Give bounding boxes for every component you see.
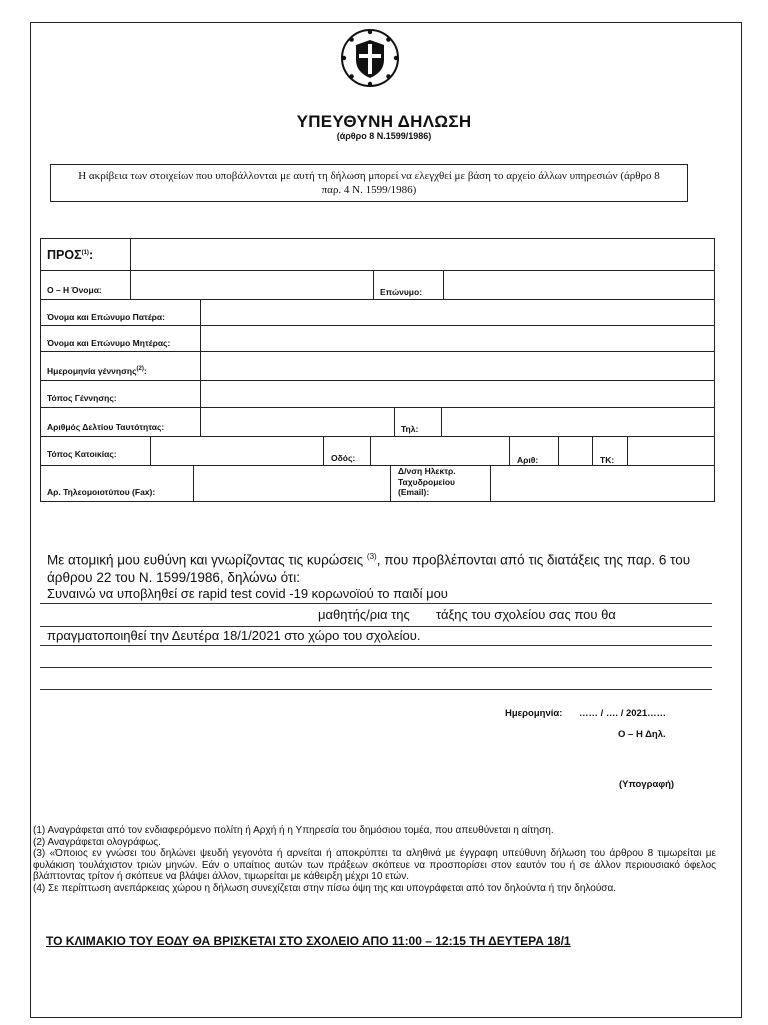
number-label: Αριθ: [517, 455, 539, 465]
declaration-line-1 [40, 603, 712, 604]
residence-label: Τόπος Κατοικίας: [47, 449, 117, 459]
footnotes [33, 825, 716, 895]
street-label: Οδός: [331, 453, 356, 463]
phone-label: Τηλ: [401, 424, 419, 434]
birth-date-label: Ημερομηνία γέννησης$^{(2)}$: [47, 366, 147, 376]
email-label-line3: (Email): [398, 487, 430, 497]
residence-field[interactable] [150, 436, 324, 466]
mother-field[interactable] [200, 325, 715, 352]
email-label-line1: Δ/νση Ηλεκτρ. [398, 466, 456, 476]
declaration-line-3 [40, 645, 712, 646]
declaration-line-2 [40, 626, 712, 627]
father-field[interactable] [200, 299, 715, 326]
document-title: ΥΠΕΥΘΥΝΗ ΔΗΛΩΣΗ [296, 112, 472, 131]
recipient-field[interactable] [130, 238, 715, 271]
declaration-text-line1: Συναινώ να υποβληθεί σε rapid test covid -19 κορωνοϊού το παιδί μου [47, 586, 448, 601]
declaration-text-line3: πραγματοποιηθεί την Δευτέρα 18/1/2021 στο χώρο του σχολείου. [47, 628, 421, 643]
signature-label: (Υπογραφή) [619, 779, 675, 790]
number-field[interactable] [558, 436, 593, 466]
email-field[interactable] [490, 465, 715, 502]
postal-code-label: ΤΚ: [600, 455, 615, 465]
declaration-line-4 [40, 667, 712, 668]
father-label: Όνομα και Επώνυμο Πατέρα: [47, 312, 165, 322]
mother-label: Όνομα και Επώνυμο Μητέρας: [47, 338, 171, 348]
id-number-label: Αριθμός Δελτίου Ταυτότητας: [47, 422, 165, 432]
footnote-2: (2) Αναγράφεται ολογράφως. [33, 836, 161, 848]
date-label: Ημερομηνία: [505, 708, 563, 719]
postal-code-field[interactable] [627, 436, 715, 466]
id-number-field[interactable] [200, 407, 395, 437]
footnote-3: (3) «Όποιος εν γνώσει του δηλώνει ψευδή γεγονότα ή αρνείται ή αποκρύπτει τα αληθινά με έγγραφη υπεύθυνη δήλωση του άρθρου 8 τιμωρείται με φυλάκιση τουλάχιστον τριών μηνών. Εάν ο υπαίτιος αυτών των πράξεων σκόπευε να προσπορίσει στον εαυτόν του ή σε άλλον περιουσιακό όφελος βλάπτοντας τρίτον ή σκόπευε να βλάψει άλλον, τιμωρείται με κάθειρξη μέχρι 10 ετών. [33, 848, 716, 883]
footnote-4: (4) Σε περίπτωση ανεπάρκειας χώρου η δήλωση συνεχίζεται στην πίσω όψη της και υπογράφεται από τον δηλούντα ή την δηλούσα. [33, 882, 617, 894]
document-subtitle: (άρθρο 8 Ν.1599/1986) [336, 131, 432, 141]
birth-place-label: Τόπος Γέννησης: [47, 393, 117, 403]
accuracy-notice: Η ακρίβεια των στοιχείων που υποβάλλονται με αυτή τη δήλωση μπορεί να ελεγχθεί με βάση το αρχείο άλλων υπηρεσιών (άρθρο 8 παρ. 4 Ν. 1599/1986) [50, 164, 688, 202]
surname-label: Επώνυμο: [380, 287, 423, 297]
email-label-line2: Ταχυδρομείου [398, 476, 455, 487]
first-name-label: Ο – Η Όνομα: [47, 285, 102, 295]
first-name-field[interactable] [130, 270, 374, 300]
eody-schedule-notice: ΤΟ ΚΛΙΜΑΚΙΟ ΤΟΥ ΕΟΔΥ ΘΑ ΒΡΙΣΚΕΤΑΙ ΣΤΟ ΣΧΟΛΕΙΟ ΑΠΟ 11:00 – 12:15 ΤΗ ΔΕΥΤΕΡΑ 18/1 [46, 934, 571, 948]
surname-field[interactable] [443, 270, 715, 300]
greek-coat-of-arms-emblem [340, 28, 400, 88]
declarant-label: Ο – Η Δηλ. [618, 729, 666, 740]
declaration-text-line2a: μαθητής/ρια της [318, 607, 410, 622]
fax-label: Αρ. Τηλεομοιοτύπου (Fax): [47, 487, 156, 497]
date-value[interactable]: …… / …. / 2021…… [579, 708, 667, 719]
declaration-line-5 [40, 689, 712, 690]
birth-date-field[interactable] [200, 351, 715, 381]
declaration-text-line2b: τάξης του σχολείου σας που θα [436, 607, 616, 622]
street-field[interactable] [370, 436, 510, 466]
recipient-label: ΠΡΟΣ$^{(1)}$: [47, 248, 94, 262]
email-label [398, 466, 456, 498]
declaration-intro: Με ατομική μου ευθύνη και γνωρίζοντας τις κυρώσεις $^{(3)}$, που προβλέπονται από τις διατάξεις της παρ. 6 του άρθρου 22 του Ν. 1599/1986, δηλώνω ότι: [47, 552, 691, 585]
fax-field[interactable] [193, 465, 391, 502]
footnote-1: (1) Αναγράφεται από τον ενδιαφερόμενο πολίτη ή Αρχή ή η Υπηρεσία του δημόσιου τομέα, που απευθύνεται η αίτηση. [33, 825, 554, 836]
phone-field[interactable] [441, 407, 715, 437]
birth-place-field[interactable] [200, 380, 715, 408]
